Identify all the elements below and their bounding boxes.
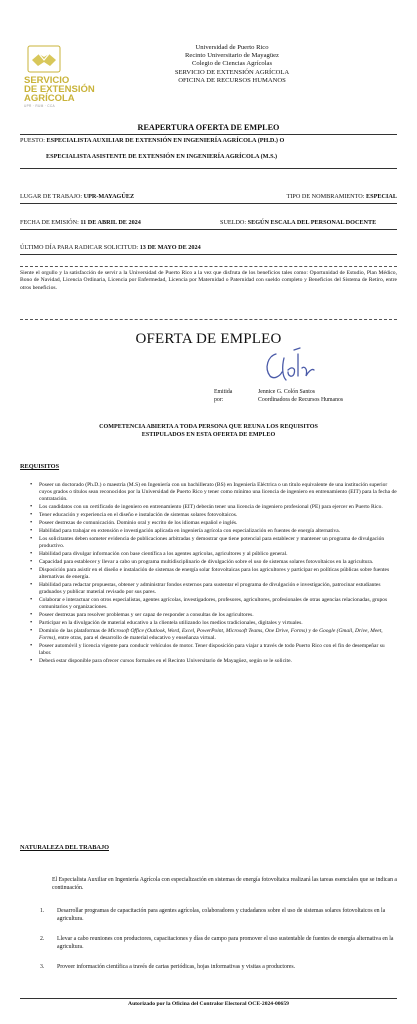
dashed-divider xyxy=(20,319,397,320)
lugar-row xyxy=(20,193,397,201)
list-item xyxy=(30,628,398,642)
list-item: • Colaborar e interactuar con otros especialistas, agentes agrícolas, investigadores, profesores, agricultores, profesionales de otras agencias relacionadas, grupos comunitarios y organizaciones. xyxy=(30,597,398,611)
letterhead xyxy=(24,44,394,124)
institution-line: SERVICIO DE EXTENSIÓN AGRÍCOLA xyxy=(174,68,290,76)
tareas-list xyxy=(40,900,395,972)
ultimo-row xyxy=(20,244,397,252)
institution-line: Universidad de Puerto Rico xyxy=(195,44,269,51)
list-item: • Habilidad para divulgar información con base científica a los agentes agrícolas, agricultores y al público general. xyxy=(30,551,398,558)
office-text-a: Dominio de las plataformas de xyxy=(39,628,108,635)
divider xyxy=(20,229,397,230)
list-item: • Capacidad para establecer y llevar a cabo un programa multidisciplinario de divulgación sobre el uso de sistemas solares fotovoltaicos en la agricultura. xyxy=(30,559,398,566)
list-item: • Poseer destrezas de comunicación. Dominio oral y escrito de los idiomas español e inglés. xyxy=(30,520,398,527)
puesto-label: PUESTO: xyxy=(20,137,47,144)
institution-line: OFICINA DE RECURSOS HUMANOS xyxy=(178,76,286,84)
task-text: Proveer información científica a través de cartas periódicas, hojas informativas y visitas a productores. xyxy=(57,964,296,970)
puesto-value-2: ESPECIALISTA ASISTENTE DE EXTENSIÓN EN INGENIERÍA AGRÍCOLA (M.S.) xyxy=(46,153,278,160)
divider xyxy=(20,134,397,135)
sueldo-label: SUELDO: xyxy=(220,219,248,226)
task-number: 2. xyxy=(40,936,45,942)
page-title: REAPERTURA OFERTA DE EMPLEO xyxy=(137,123,280,132)
office-text-b: Microsoft Office (Outlook, Word, Excel, PowerPoint, Microsoft Teams, One Drive, Forms) xyxy=(107,628,307,635)
logo-line-3: AGRÍCOLA xyxy=(24,93,75,104)
list-item xyxy=(40,964,395,972)
signature xyxy=(258,346,318,391)
divider xyxy=(20,998,397,999)
benefits-intro: Siente el orgullo y la satisfacción de servir a la Universidad de Puerto Rico a la vez que disfruta de los beneficios tales como: Oportunidad de Estudio, Plan Médico, Bono de Navidad, Licencia Ordinaria, Licencia por Enfermedad, Licencia por Maternidad o Paternidad con sueldo completo y Beneficios del Sistema de Retiro, entre otros beneficios. xyxy=(20,270,397,291)
sueldo xyxy=(220,219,376,227)
list-item: • Poseer destrezas para resolver problemas y ser capaz de responder a consultas de los agricultores. xyxy=(30,612,398,619)
extension-logo xyxy=(24,44,124,108)
naturaleza-text: El Especialista Auxiliar en Ingeniería Agrícola con especialización en sistemas de energía fotovoltaica realizará las tareas esenciales que se indican a continuación. xyxy=(52,877,397,891)
office-text-c: y de xyxy=(306,628,320,635)
issued-by-label: Emitida por: xyxy=(214,389,233,403)
list-item: • Deberá estar disponible para ofrecer cursos formales en el Recinto Universitario de Mayagüez, según se le solicite. xyxy=(30,658,398,665)
footer-authorization: Autorizado por la Oficina del Contralor Electoral OCE-2024-00659 xyxy=(128,1001,289,1007)
naturaleza-heading: NATURALEZA DEL TRABAJO xyxy=(20,844,109,851)
sueldo-value: SEGÚN ESCALA DEL PERSONAL DOCENTE xyxy=(247,219,377,226)
task-number: 3. xyxy=(40,964,45,970)
list-item: • Los candidatos con un certificado de ingeniero en entrenamiento (EIT) deberán tener una licencia de ingeniero profesional (PE) para ejercer en Puerto Rico. xyxy=(30,504,398,511)
competencia-line: COMPETENCIA ABIERTA A TODA PERSONA QUE REUNA LOS REQUISITOS xyxy=(99,424,318,430)
lugar-label: LUGAR DE TRABAJO: xyxy=(20,193,84,200)
list-item: • Habilidad para redactar propuestas, obtener y administrar fondos externos para sustentar el programa de divulgación e investigación, patrocinar estudiantes graduados y publicar material revisado por sus pares. xyxy=(30,582,398,596)
lugar-value: UPR-MAYAGÜEZ xyxy=(83,193,135,200)
list-item: • Poseer automóvil y licencia vigente para conducir vehículos de motor. Tener disposición para viajar a través de todo Puerto Rico con el fin de desempeñar su labor. xyxy=(30,643,398,657)
list-item: • Tener educación y experiencia en el diseño e instalación de sistemas solares fotovoltaicos. xyxy=(30,512,398,519)
task-text: Llevar a cabo reuniones con productores, capacitaciones y días de campo para promover el uso sustentable de fuentes de energía alternativa en la agricultura. xyxy=(57,936,394,950)
dashed-divider xyxy=(20,266,397,267)
logo-subtitle: UPR · RUM · CCA xyxy=(24,104,55,108)
emision-value: 11 DE ABRIL DE 2024 xyxy=(80,219,141,226)
nombramiento-label: TIPO DE NOMBRAMIENTO: xyxy=(286,193,367,200)
list-item: • Habilidad para trabajar en extensión e investigación aplicada en ingeniería agrícola con especialización en fuentes de energía alternativa. xyxy=(30,528,398,535)
divider xyxy=(20,203,397,204)
issuer-role: Coordinadora de Recursos Humanos xyxy=(258,396,344,403)
signature-icon xyxy=(258,346,318,388)
list-item: • Disposición para asistir en el diseño e instalación de sistemas de energía solar fotovoltaicas para los agricultores y participar en políticas públicas sobre fuentes alternativas de energía. xyxy=(30,567,398,581)
competencia-line: ESTIPULADOS EN ESTA OFERTA DE EMPLEO xyxy=(141,431,276,438)
handshake-icon xyxy=(24,44,64,74)
nombramiento-value: ESPECIAL xyxy=(366,193,397,200)
list-item xyxy=(40,908,395,923)
divider xyxy=(20,254,397,255)
puesto-line-1 xyxy=(20,137,397,145)
emision-label: FECHA DE EMISIÓN: xyxy=(20,219,81,226)
oferta-heading: OFERTA DE EMPLEO xyxy=(135,331,282,347)
puesto-value-1: ESPECIALISTA AUXILIAR DE EXTENSIÓN EN INGENIERÍA AGRÍCOLA (PH.D.) O xyxy=(46,137,285,144)
institution-line: Colegio de Ciencias Agrícolas xyxy=(191,60,273,68)
divider xyxy=(20,168,397,169)
competencia-notice xyxy=(0,424,417,440)
logo-line-2: DE EXTENSIÓN xyxy=(24,84,95,95)
logo-line-1: SERVICIO xyxy=(24,75,70,86)
ultimo-label: ÚLTIMO DÍA PARA RADICAR SOLICITUD: xyxy=(20,244,140,251)
requisitos-heading: REQUISITOS xyxy=(20,463,60,470)
list-item: • Poseer un doctorado (Ph.D.) o maestría (M.S) en Ingeniería con un bachillerato (BS) en Ingeniería Eléctrica o un título equivalente de una institución superior cuyos grados o títulos sean reconocidos por la Universidad de Puerto Rico y tener como mínimo una licencia de ingeniero en entrenamiento (EIT) para la fecha de contratación. xyxy=(30,482,398,503)
requisitos-list xyxy=(30,482,398,666)
list-item: • Participar en la divulgación de material educativo a la clientela utilizando los medios tradicionales, digitales y virtuales. xyxy=(30,620,398,627)
list-item xyxy=(40,936,395,951)
list-item: • Los solicitantes deben someter evidencia de publicaciones arbitradas y demostrar que tiene potencial para establecer y mantener un programa de divulgación productivo. xyxy=(30,536,398,550)
office-text-e: entre otras, para el desarrollo de material educativo y enseñanza virtual. xyxy=(56,634,216,641)
issuer-name: Jennice G. Colón Santos xyxy=(258,389,315,395)
emision-row xyxy=(20,219,397,227)
office-text-d: Google (Gmail, Drive, Meet, Forms), xyxy=(39,628,383,641)
ultimo-value: 13 DE MAYO DE 2024 xyxy=(139,244,201,251)
institution-line: Recinto Universitario de Mayagüez xyxy=(185,52,279,60)
nombramiento xyxy=(287,193,397,201)
institution-block xyxy=(132,44,332,85)
task-text: Desarrollar programas de capacitación para agentes agrícolas, colaboradores y ciudadanos sobre el uso de sistemas solares fotovoltaicos en la agricultura. xyxy=(57,908,386,922)
puesto-line-2 xyxy=(46,153,417,161)
task-number: 1. xyxy=(40,908,45,914)
